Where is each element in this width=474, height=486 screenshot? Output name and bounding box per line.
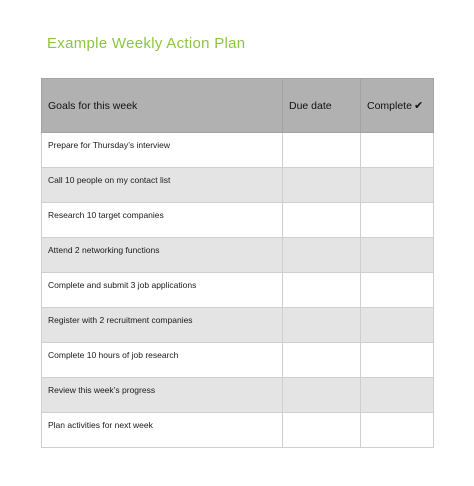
checkmark-icon: ✔ xyxy=(413,98,424,112)
goal-cell: Call 10 people on my contact list xyxy=(42,168,283,203)
table-row xyxy=(42,168,434,203)
due-date-cell[interactable] xyxy=(283,168,361,203)
complete-cell[interactable] xyxy=(361,203,434,238)
table-row xyxy=(42,133,434,168)
complete-cell[interactable] xyxy=(361,238,434,273)
goal-cell: Complete 10 hours of job research xyxy=(42,343,283,378)
complete-cell[interactable] xyxy=(361,308,434,343)
due-date-cell[interactable] xyxy=(283,378,361,413)
goal-cell: Complete and submit 3 job applications xyxy=(42,273,283,308)
goal-cell: Attend 2 networking functions xyxy=(42,238,283,273)
complete-cell[interactable] xyxy=(361,133,434,168)
due-date-cell[interactable] xyxy=(283,308,361,343)
goal-cell: Research 10 target companies xyxy=(42,203,283,238)
goal-cell: Plan activities for next week xyxy=(42,413,283,448)
table-row xyxy=(42,203,434,238)
document-title: Example Weekly Action Plan xyxy=(47,35,246,52)
due-date-cell[interactable] xyxy=(283,413,361,448)
table-row xyxy=(42,343,434,378)
header-complete-label: Complete xyxy=(367,99,412,112)
table-header-row xyxy=(42,79,434,133)
complete-cell[interactable] xyxy=(361,273,434,308)
header-due-date-label: Due date xyxy=(289,99,332,112)
complete-cell[interactable] xyxy=(361,168,434,203)
complete-cell[interactable] xyxy=(361,343,434,378)
goal-cell: Register with 2 recruitment companies xyxy=(42,308,283,343)
header-goals xyxy=(42,79,283,133)
table-row xyxy=(42,308,434,343)
due-date-cell[interactable] xyxy=(283,133,361,168)
table-row xyxy=(42,238,434,273)
due-date-cell[interactable] xyxy=(283,238,361,273)
header-goals-label: Goals for this week xyxy=(48,99,138,112)
header-complete xyxy=(361,79,434,133)
goal-cell: Review this week’s progress xyxy=(42,378,283,413)
table-row xyxy=(42,273,434,308)
due-date-cell[interactable] xyxy=(283,343,361,378)
table-row xyxy=(42,413,434,448)
due-date-cell[interactable] xyxy=(283,273,361,308)
action-plan-table xyxy=(41,78,434,448)
complete-cell[interactable] xyxy=(361,378,434,413)
header-due-date xyxy=(283,79,361,133)
goal-cell: Prepare for Thursday’s interview xyxy=(42,133,283,168)
table-row xyxy=(42,378,434,413)
due-date-cell[interactable] xyxy=(283,203,361,238)
complete-cell[interactable] xyxy=(361,413,434,448)
